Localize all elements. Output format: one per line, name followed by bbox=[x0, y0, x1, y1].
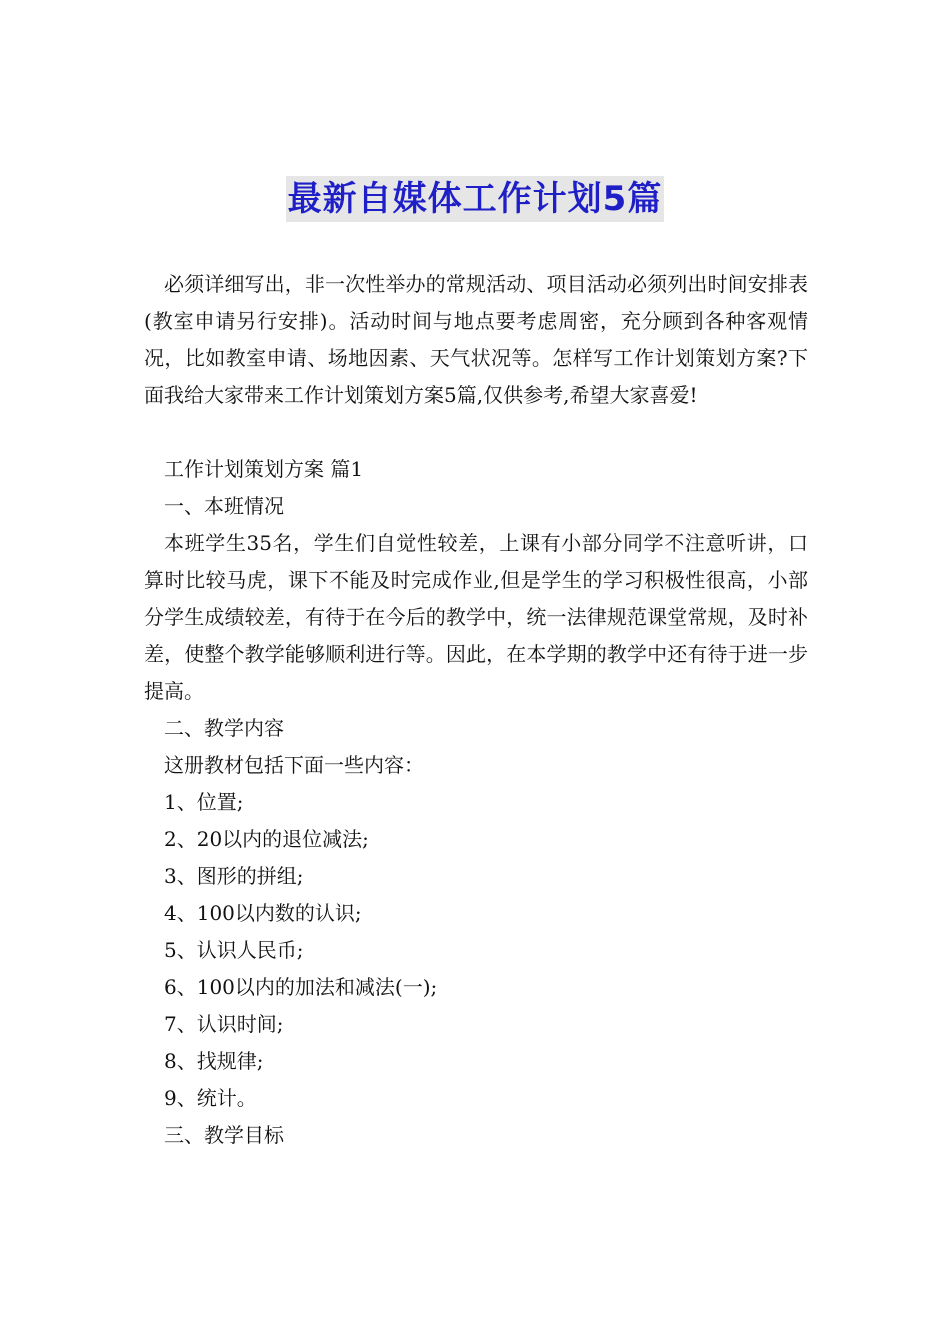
class-situation-paragraph: 本班学生35名，学生们自觉性较差，上课有小部分同学不注意听讲，口算时比较马虎，课下不能及时完成作业,但是学生的学习积极性很高，小部分学生成绩较差，有待于在今后的教学中，统一法律规范课堂常规，及时补差，使整个教学能够顺利进行等。因此，在本学期的教学中还有待于进一步提高。 bbox=[144, 531, 808, 703]
list-item: 9、统计。 bbox=[164, 1086, 257, 1110]
intro-paragraph: 必须详细写出，非一次性举办的常规活动、项目活动必须列出时间安排表(教室申请另行安排)。活动时间与地点要考虑周密，充分顾到各种客观情况，比如教室申请、场地因素、天气状况等。怎样写工作计划策划方案?下面我给大家带来工作计划策划方案5篇,仅供参考,希望大家喜爱! bbox=[144, 272, 808, 407]
title-container bbox=[0, 176, 950, 222]
list-item: 3、图形的拼组; bbox=[164, 864, 304, 888]
list-item: 2、20以内的退位减法; bbox=[164, 827, 369, 851]
paragraph-spacer bbox=[144, 414, 808, 451]
heading-teaching-goals: 三、教学目标 bbox=[164, 1123, 284, 1147]
document-body bbox=[144, 266, 808, 1154]
list-item: 7、认识时间; bbox=[164, 1012, 284, 1036]
list-item: 8、找规律; bbox=[164, 1049, 264, 1073]
list-item: 1、位置; bbox=[164, 790, 244, 814]
section-title: 工作计划策划方案 篇1 bbox=[164, 457, 364, 481]
list-item: 6、100以内的加法和减法(一); bbox=[164, 975, 438, 999]
list-item: 5、认识人民币; bbox=[164, 938, 304, 962]
list-item: 4、100以内数的认识; bbox=[164, 901, 362, 925]
document-title: 最新自媒体工作计划5篇 bbox=[286, 176, 665, 222]
content-intro: 这册教材包括下面一些内容： bbox=[164, 753, 424, 777]
heading-class-situation: 一、本班情况 bbox=[164, 494, 284, 518]
heading-teaching-content: 二、教学内容 bbox=[164, 716, 284, 740]
